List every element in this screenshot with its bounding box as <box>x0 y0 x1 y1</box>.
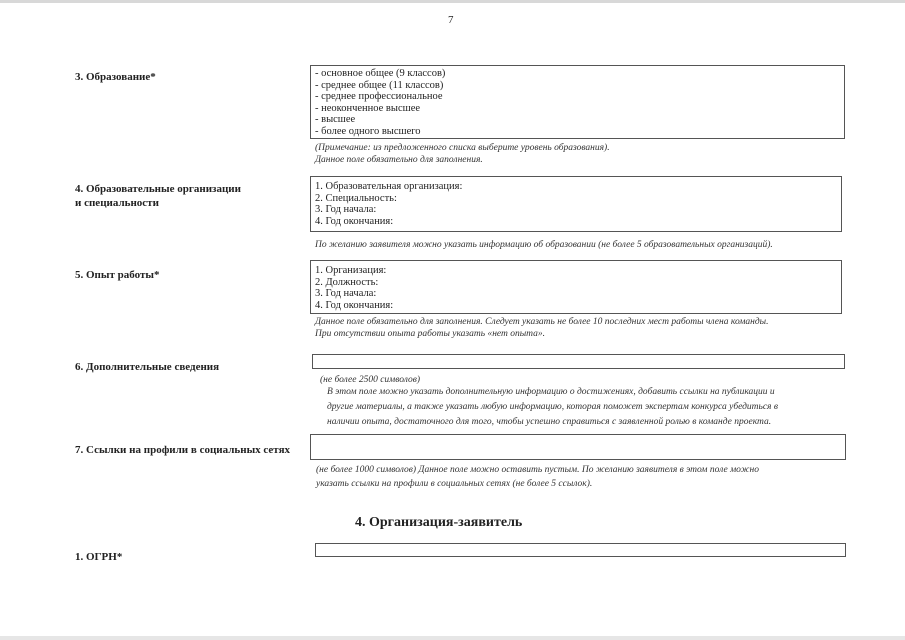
education-note-line: (Примечание: из предложенного списка выберите уровень образования). <box>315 143 610 153</box>
scan-edge-bottom <box>0 636 905 640</box>
ogrn-input[interactable] <box>315 543 846 557</box>
education-label: 3. Образование* <box>75 71 156 83</box>
ogrn-label: 1. ОГРН* <box>75 551 123 563</box>
social-links-label: 7. Ссылки на профили в социальных сетях <box>75 444 291 456</box>
education-option[interactable]: - среднее профессиональное <box>315 91 443 102</box>
edu-orgs-box[interactable] <box>310 176 842 232</box>
social-links-input[interactable] <box>310 434 846 460</box>
education-note-line: Данное поле обязательно для заполнения. <box>315 155 483 165</box>
education-note <box>315 142 610 166</box>
edu-specialty-field[interactable]: 2. Специальность: <box>315 192 397 204</box>
education-option[interactable]: - высшее <box>315 114 356 125</box>
edu-orgs-label-line: и специальности <box>75 197 159 209</box>
edu-end-year-field[interactable]: 4. Год окончания: <box>315 215 394 227</box>
additional-info-note-line: другие материалы, а также указать любую информацию, которая поможет экспертам конкурса убедиться в <box>327 402 778 412</box>
social-links-note-line: (не более 1000 символов) Данное поле можно оставить пустым. По желанию заявителя в этом поле можно <box>316 465 759 475</box>
edu-orgs-note: По желанию заявителя можно указать информацию об образовании (не более 5 образовательных организаций). <box>315 240 773 250</box>
work-note-line: При отсутствии опыта работы указать «нет опыта». <box>315 329 546 339</box>
education-option[interactable]: - основное общее (9 классов) <box>315 68 446 79</box>
additional-info-note <box>327 385 778 430</box>
education-options-box[interactable] <box>310 65 845 139</box>
work-experience-box[interactable] <box>310 260 842 314</box>
additional-info-note-line: наличии опыта, достаточного для того, чтобы успешно справиться с заявленной ролью в команде проекта. <box>327 417 772 427</box>
edu-orgs-label <box>75 182 241 210</box>
edu-start-year-field[interactable]: 3. Год начала: <box>315 204 377 215</box>
education-option[interactable]: - среднее общее (11 классов) <box>315 79 444 91</box>
additional-info-label: 6. Дополнительные сведения <box>75 361 220 373</box>
edu-orgs-label-line: 4. Образовательные организации <box>75 183 241 195</box>
work-organization-field[interactable]: 1. Организация: <box>315 265 387 276</box>
scan-edge-top <box>0 0 905 3</box>
work-note-line: Данное поле обязательно для заполнения. Следует указать не более 10 последних мест работы члена команды. <box>315 317 769 327</box>
additional-info-limit: (не более 2500 символов) <box>320 375 421 385</box>
social-links-note-line: указать ссылки на профили в социальных сетях (не более 5 ссылок). <box>316 479 593 489</box>
work-start-year-field[interactable]: 3. Год начала: <box>315 288 377 299</box>
education-option[interactable]: - неоконченное высшее <box>315 102 421 114</box>
social-links-note <box>316 463 759 491</box>
additional-info-input[interactable] <box>312 354 845 369</box>
work-end-year-field[interactable]: 4. Год окончания: <box>315 299 394 311</box>
edu-org-name-field[interactable]: 1. Образовательная организация: <box>315 181 463 192</box>
section-title: 4. Организация-заявитель <box>355 515 523 530</box>
education-option[interactable]: - более одного высшего <box>315 125 421 137</box>
work-experience-note <box>315 316 768 340</box>
additional-info-note-line: В этом поле можно указать дополнительную информацию о достижениях, добавить ссылки на публикации и <box>327 387 775 397</box>
work-position-field[interactable]: 2. Должность: <box>315 276 379 288</box>
page-number: 7 <box>448 14 454 26</box>
work-experience-label: 5. Опыт работы* <box>75 269 160 281</box>
